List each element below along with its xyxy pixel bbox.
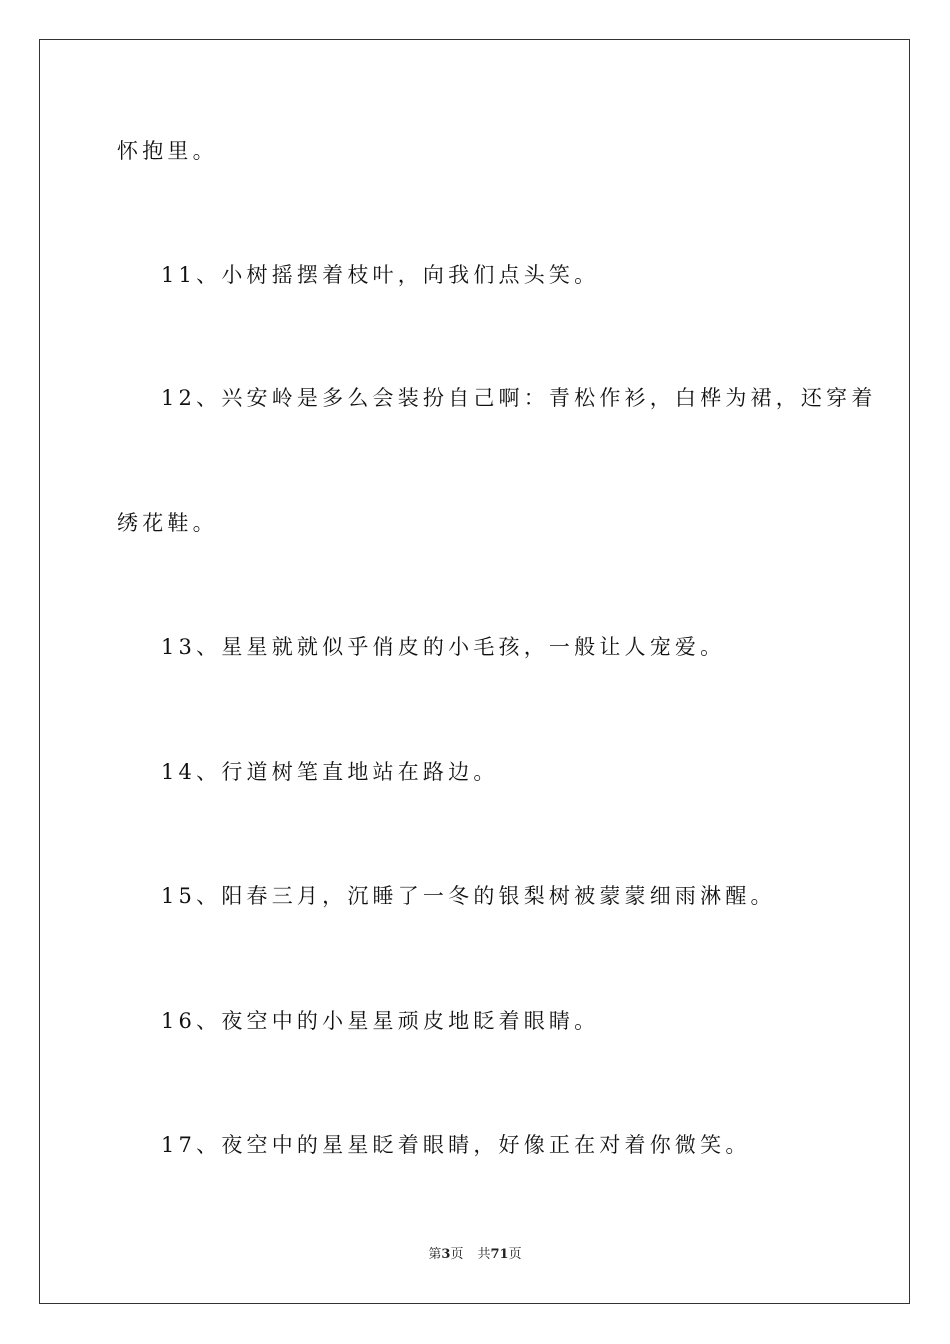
total-pages: 71: [490, 1247, 509, 1262]
paragraph-12: 12、兴安岭是多么会装扮自己啊：青松作衫，白桦为裙，还穿着: [161, 386, 877, 410]
paragraph-16: 16、夜空中的小星星顽皮地眨着眼睛。: [161, 1009, 600, 1033]
total-prefix: 共: [477, 1247, 491, 1262]
page-number: 3: [441, 1247, 451, 1262]
paragraph-12-continuation: 绣花鞋。: [117, 511, 218, 535]
paragraph-14: 14、行道树笔直地站在路边。: [161, 760, 499, 784]
paragraph-continuation: 怀抱里。: [117, 139, 218, 163]
page-prefix: 第: [428, 1247, 442, 1262]
page-suffix: 页: [450, 1247, 464, 1262]
total-suffix: 页: [508, 1247, 522, 1262]
page-border: [39, 39, 910, 1304]
paragraph-15: 15、阳春三月，沉睡了一冬的银梨树被蒙蒙细雨淋醒。: [161, 884, 776, 908]
paragraph-13: 13、星星就就似乎俏皮的小毛孩，一般让人宠爱。: [161, 635, 726, 659]
paragraph-11: 11、小树摇摆着枝叶，向我们点头笑。: [161, 263, 600, 287]
paragraph-17: 17、夜空中的星星眨着眼睛，好像正在对着你微笑。: [161, 1133, 751, 1157]
page-footer: [0, 1246, 950, 1264]
